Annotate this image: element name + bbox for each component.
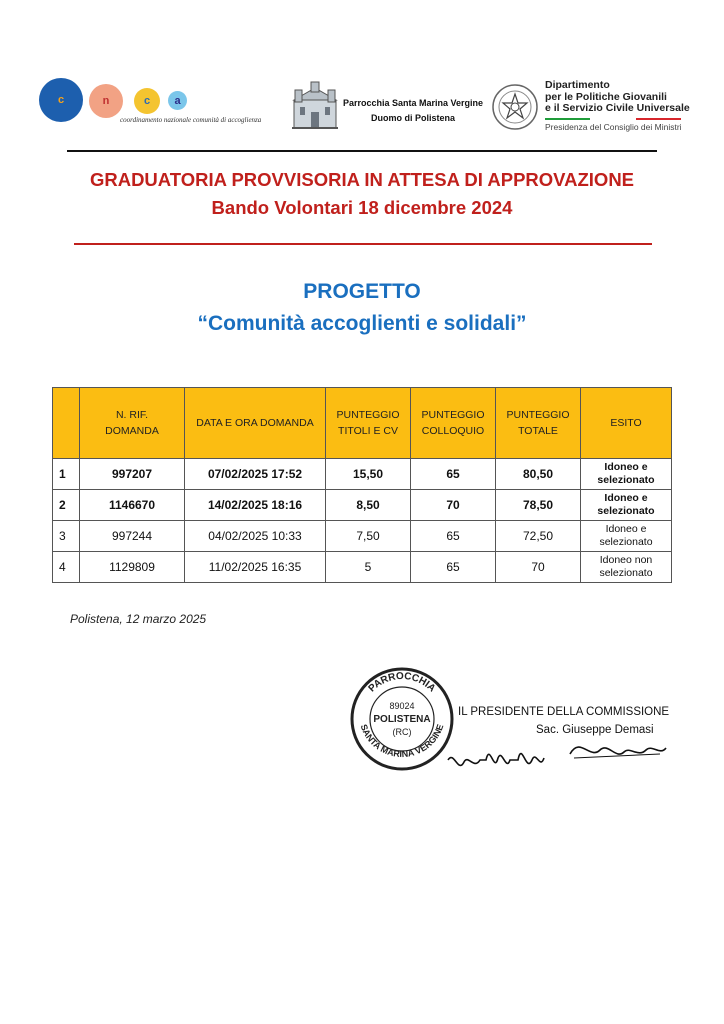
parish-line1: Parrocchia Santa Marina Vergine (343, 98, 484, 108)
cell-rif: 1129809 (80, 552, 185, 583)
president-title: IL PRESIDENTE DELLA COMMISSIONE (458, 706, 670, 718)
title-underline (74, 243, 652, 245)
esito-line: Idoneo e (604, 461, 648, 473)
cell-totale: 72,50 (496, 521, 581, 552)
header-line: TOTALE (518, 425, 558, 437)
dept-presidency: Presidenza del Consiglio dei Ministri (545, 122, 682, 132)
parish-name (343, 96, 483, 126)
cnca-circle-c: c (39, 78, 83, 122)
stamp-center-3: (RC) (392, 727, 412, 737)
stamp-bottom-text: SANTA MARINA VERGINE (358, 722, 446, 760)
cell-esito (581, 459, 672, 490)
esito-line: Idoneo non (599, 554, 653, 566)
project-name: “Comunità accoglienti e solidali” (197, 312, 527, 335)
stamp-top-text: PARROCCHIA (366, 670, 438, 695)
dept-line1: Dipartimento (545, 79, 610, 91)
tricolor-line (545, 118, 681, 120)
main-title: GRADUATORIA PROVVISORIA IN ATTESA DI APPROVAZIONE (89, 169, 635, 190)
esito-line: Idoneo e (605, 523, 647, 535)
cell-index: 4 (53, 552, 80, 583)
cell-titoli: 8,50 (326, 490, 411, 521)
cell-rif: 997207 (80, 459, 185, 490)
cell-titoli: 5 (326, 552, 411, 583)
esito-line: selezionato (599, 536, 653, 548)
cell-esito (581, 552, 672, 583)
cell-rif: 1146670 (80, 490, 185, 521)
bando-title: Bando Volontari 18 dicembre 2024 (211, 197, 513, 218)
place-date: Polistena, 12 marzo 2025 (70, 612, 207, 626)
dept-line2: per le Politiche Giovanili (545, 90, 667, 103)
header-line: PUNTEGGIO (421, 409, 485, 421)
parish-line2: Duomo di Polistena (371, 113, 456, 123)
col-header-colloquio (411, 388, 496, 459)
esito-line: selezionato (597, 505, 655, 517)
cell-totale: 80,50 (496, 459, 581, 490)
esito-line: Idoneo e (604, 492, 648, 504)
cell-titoli: 7,50 (326, 521, 411, 552)
table-row (53, 552, 672, 583)
header-line: PUNTEGGIO (506, 409, 570, 421)
cell-data: 11/02/2025 16:35 (185, 552, 326, 583)
cell-index: 2 (53, 490, 80, 521)
cnca-circle-c2: c (134, 88, 160, 114)
col-header-titoli (326, 388, 411, 459)
cell-data: 14/02/2025 18:16 (185, 490, 326, 521)
cell-colloquio: 65 (411, 521, 496, 552)
table-header-row (53, 388, 672, 459)
header-line: COLLOQUIO (421, 425, 485, 437)
cell-esito (581, 490, 672, 521)
header-line: ESITO (610, 417, 642, 429)
cell-colloquio: 65 (411, 552, 496, 583)
header-line: N. RIF. (115, 409, 149, 421)
header-line: TITOLI E CV (338, 425, 398, 437)
header-line: PUNTEGGIO (336, 409, 400, 421)
col-header-index (53, 388, 80, 459)
ranking-table (52, 387, 672, 583)
republic-emblem-icon (490, 82, 540, 132)
cell-colloquio: 65 (411, 459, 496, 490)
president-name: Sac. Giuseppe Demasi (536, 724, 654, 736)
stamp-center-1: 89024 (389, 701, 415, 711)
cnca-circle-a: a (168, 91, 187, 110)
cell-data: 04/02/2025 10:33 (185, 521, 326, 552)
church-icon (292, 80, 338, 130)
table-row (53, 459, 672, 490)
cell-data: 07/02/2025 17:52 (185, 459, 326, 490)
cell-totale: 78,50 (496, 490, 581, 521)
progetto-label: PROGETTO (303, 280, 421, 303)
cell-index: 3 (53, 521, 80, 552)
cell-index: 1 (53, 459, 80, 490)
cnca-subtitle: coordinamento nazionale comunità di accoglienza (120, 116, 262, 124)
cell-titoli: 15,50 (326, 459, 411, 490)
cell-rif: 997244 (80, 521, 185, 552)
dept-line3: e il Servizio Civile Universale (545, 102, 690, 114)
cell-esito (581, 521, 672, 552)
stamp-center-2: POLISTENA (373, 714, 431, 725)
col-header-esito (581, 388, 672, 459)
col-header-rif (80, 388, 185, 459)
col-header-totale (496, 388, 581, 459)
header-line: DOMANDA (105, 425, 159, 437)
header-divider (67, 150, 657, 152)
header-line: DATA E ORA DOMANDA (196, 417, 314, 429)
signature (440, 730, 670, 780)
table-row (53, 521, 672, 552)
cnca-circle-n: n (89, 84, 123, 118)
cell-colloquio: 70 (411, 490, 496, 521)
table-row (53, 490, 672, 521)
department-name (545, 80, 690, 115)
esito-line: selezionato (597, 474, 655, 486)
col-header-data (185, 388, 326, 459)
esito-line: selezionato (599, 567, 653, 579)
cell-totale: 70 (496, 552, 581, 583)
